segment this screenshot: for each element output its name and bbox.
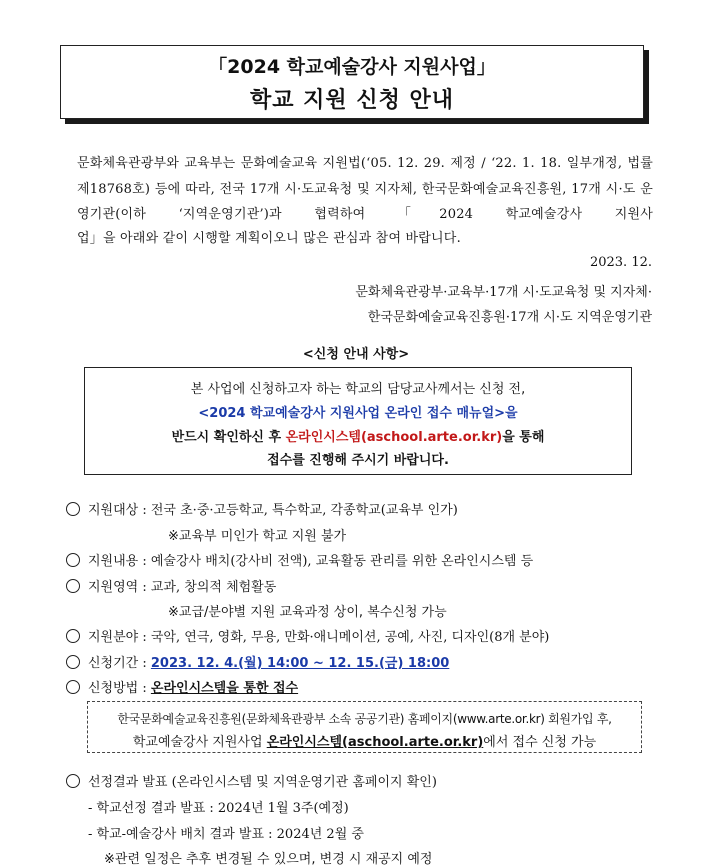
online-system-link-2[interactable]: 온라인시스템(aschool.arte.or.kr)	[266, 735, 484, 750]
notice-date: 2023. 12.	[589, 255, 652, 270]
item-target	[66, 499, 458, 518]
intro-paragraph: 문화체육관광부와 교육부는 문화예술교육 지원법(‘05. 12. 29. 제정 / ‘22. 1. 18. 일부개정, 법률 제18768호) 등에 따라, 전국 17개 시·도교육청 및 지자체, 한국문화예술교육진흥원, 17개 시·도 운영기관(이하 ‘지역운영기관’)과 협력하여 「2024 학교예술강사 지원사	[77, 156, 653, 222]
item-content	[66, 550, 533, 569]
page-title: 학교 지원 신청 안내	[250, 88, 454, 113]
title-box	[60, 45, 644, 119]
notice-line-3-prefix: 반드시 확인하신 후	[171, 430, 286, 445]
item-field-text: 지원분야 : 국악, 연극, 영화, 무용, 만화·애니메이션, 공예, 사진, 디자인(8개 분야)	[88, 630, 550, 645]
online-system-link[interactable]: 온라인시스템(aschool.arte.or.kr)	[285, 430, 503, 445]
circle-bullet-icon	[66, 553, 80, 567]
circle-bullet-icon	[66, 655, 80, 669]
manual-link[interactable]: <2024 학교예술강사 지원사업 온라인 접수 매뉴얼>을	[198, 406, 518, 421]
results-sub-1: - 학교선정 결과 발표 : 2024년 1월 3주(예정)	[88, 801, 349, 816]
circle-bullet-icon	[66, 502, 80, 516]
item-content-text: 지원내용 : 예술강사 배치(강사비 전액), 교육활동 관리를 위한 온라인시스템 등	[88, 554, 534, 569]
method-box	[87, 701, 642, 753]
title-program: 「2024 학교예술강사 지원사업」	[208, 56, 496, 78]
signer-line-1: 문화체육관광부·교육부·17개 시·도교육청 및 지자체·	[355, 285, 652, 300]
method-box-line-2-prefix: 학교예술강사 지원사업	[132, 735, 267, 750]
signer-line-2: 한국문화예술교육진흥원·17개 시·도 지역운영기관	[367, 310, 652, 325]
notice-heading: <신청 안내 사항>	[302, 347, 410, 362]
results-note: ※관련 일정은 추후 변경될 수 있으며, 변경 시 재공지 예정	[104, 852, 433, 867]
area-note: ※교급/분야별 지원 교육과정 상이, 복수신청 가능	[168, 605, 447, 620]
circle-bullet-icon	[66, 680, 80, 694]
notice-box	[84, 367, 632, 475]
item-area-text: 지원영역 : 교과, 창의적 체험활동	[88, 580, 277, 595]
method-box-line-1: 한국문화예술교육진흥원(문화체육관광부 소속 공공기관) 홈페이지(www.arte.or.kr) 회원가입 후,	[117, 712, 612, 726]
period-value: 2023. 12. 4.(월) 14:00 ~ 12. 15.(금) 18:00	[150, 656, 450, 671]
item-period	[66, 652, 449, 671]
circle-bullet-icon	[66, 629, 80, 643]
results-sub-2: - 학교-예술강사 배치 결과 발표 : 2024년 2월 중	[88, 827, 364, 842]
item-method	[66, 677, 298, 696]
notice-line-3	[85, 426, 631, 445]
period-label: 신청기간 :	[88, 656, 151, 671]
method-value: 온라인시스템을 통한 접수	[150, 681, 299, 696]
item-field	[66, 626, 549, 645]
circle-bullet-icon	[66, 774, 80, 788]
item-area	[66, 576, 276, 595]
item-results	[66, 771, 437, 790]
notice-line-3-suffix: 을 통해	[502, 430, 545, 445]
intro-last-line: 업」을 아래와 같이 시행할 계획이오니 많은 관심과 참여 바랍니다.	[77, 231, 461, 246]
notice-line-1: 본 사업에 신청하고자 하는 학교의 담당교사께서는 신청 전,	[190, 382, 526, 397]
method-label: 신청방법 :	[88, 681, 151, 696]
results-heading: 선정결과 발표 (온라인시스템 및 지역운영기관 홈페이지 확인)	[88, 775, 437, 790]
method-box-line-2-suffix: 에서 접수 신청 가능	[483, 735, 597, 750]
notice-line-4: 접수를 진행해 주시기 바랍니다.	[267, 453, 449, 468]
item-target-text: 지원대상 : 전국 초·중·고등학교, 특수학교, 각종학교(교육부 인가)	[88, 503, 458, 518]
method-box-line-2	[88, 731, 641, 750]
circle-bullet-icon	[66, 579, 80, 593]
target-note: ※교육부 미인가 학교 지원 불가	[168, 529, 347, 544]
